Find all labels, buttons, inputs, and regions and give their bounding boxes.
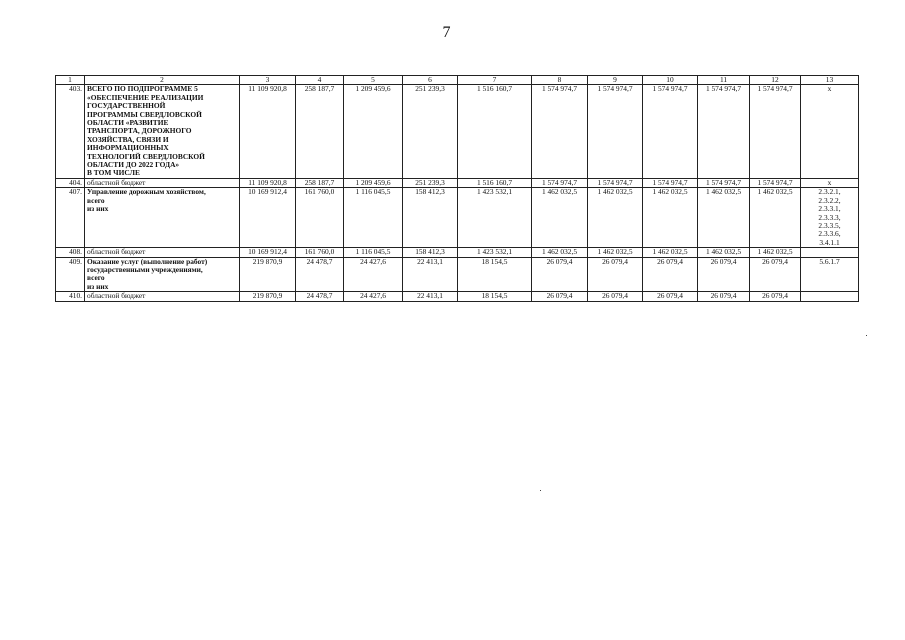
row-name-line: Управление дорожным хозяйством, xyxy=(87,187,206,197)
value-cell: 18 154,5 xyxy=(458,292,532,301)
value-cell: 24 427,6 xyxy=(344,257,403,292)
target-refs xyxy=(801,188,859,248)
value-cell: 161 760,0 xyxy=(296,248,344,257)
row-name-line: ТРАНСПОРТА, ДОРОЖНОГО xyxy=(87,126,192,136)
value-cell: 26 079,4 xyxy=(750,257,801,292)
value-cell: 26 079,4 xyxy=(698,257,750,292)
value-cell: 158 412,3 xyxy=(403,248,458,257)
row-name-line: ВСЕГО ПО ПОДПРОГРАММЕ 5 xyxy=(87,84,198,94)
value-cell: 1 423 532,1 xyxy=(458,248,532,257)
row-name xyxy=(85,188,240,248)
value-cell: 219 870,9 xyxy=(240,292,296,301)
value-cell: 1 462 032,5 xyxy=(532,188,588,248)
value-cell: 1 574 974,7 xyxy=(588,178,643,187)
target-ref: 2.3.3.6, xyxy=(818,229,841,239)
value-cell: 1 516 160,7 xyxy=(458,85,532,178)
table-row xyxy=(56,188,859,248)
value-cell: 1 574 974,7 xyxy=(750,178,801,187)
row-name-line: из них xyxy=(87,204,109,214)
value-cell: 26 079,4 xyxy=(532,257,588,292)
value-cell: 11 109 920,8 xyxy=(240,85,296,178)
row-number: 409. xyxy=(56,257,85,292)
value-cell: 10 169 912,4 xyxy=(240,248,296,257)
scan-speck xyxy=(866,335,867,336)
value-cell: 251 239,3 xyxy=(403,178,458,187)
value-cell: 1 462 032,5 xyxy=(643,248,698,257)
row-name-line: В ТОМ ЧИСЛЕ xyxy=(87,168,140,178)
value-cell: 161 760,0 xyxy=(296,188,344,248)
value-cell: 26 079,4 xyxy=(532,292,588,301)
page-number: 7 xyxy=(442,24,451,41)
row-name xyxy=(85,85,240,178)
row-name-line: областной бюджет xyxy=(87,291,146,301)
target-refs xyxy=(801,248,859,257)
row-name xyxy=(85,292,240,301)
value-cell: 26 079,4 xyxy=(750,292,801,301)
target-ref: 3.4.1.1 xyxy=(819,237,840,247)
target-refs xyxy=(801,178,859,187)
row-name-line: всего xyxy=(87,195,105,205)
row-name-line: ТЕХНОЛОГИЙ СВЕРДЛОВСКОЙ xyxy=(87,151,205,161)
row-name xyxy=(85,257,240,292)
column-header: 10 xyxy=(643,76,698,85)
scan-speck xyxy=(540,490,541,491)
value-cell: 24 427,6 xyxy=(344,292,403,301)
row-number: 407. xyxy=(56,188,85,248)
value-cell: 26 079,4 xyxy=(643,292,698,301)
column-header: 3 xyxy=(240,76,296,85)
row-name-line: ГОСУДАРСТВЕННОЙ xyxy=(87,101,166,111)
value-cell: 26 079,4 xyxy=(588,257,643,292)
target-refs xyxy=(801,257,859,292)
target-ref: 2.3.3.5, xyxy=(818,220,841,230)
value-cell: 26 079,4 xyxy=(698,292,750,301)
value-cell: 1 423 532,1 xyxy=(458,188,532,248)
value-cell: 1 574 974,7 xyxy=(643,85,698,178)
row-name-line: ОБЛАСТИ ДО 2022 ГОДА» xyxy=(87,160,180,170)
value-cell: 1 462 032,5 xyxy=(750,188,801,248)
value-cell: 1 462 032,5 xyxy=(698,188,750,248)
row-name-line: всего xyxy=(87,273,105,283)
value-cell: 219 870,9 xyxy=(240,257,296,292)
column-header: 7 xyxy=(458,76,532,85)
row-name-line: «ОБЕСПЕЧЕНИЕ РЕАЛИЗАЦИИ xyxy=(87,92,204,102)
value-cell: 24 478,7 xyxy=(296,257,344,292)
table-row xyxy=(56,178,859,187)
value-cell: 1 574 974,7 xyxy=(588,85,643,178)
row-number: 404. xyxy=(56,178,85,187)
value-cell: 251 239,3 xyxy=(403,85,458,178)
value-cell: 1 462 032,5 xyxy=(588,188,643,248)
value-cell: 1 462 032,5 xyxy=(750,248,801,257)
value-cell: 1 574 974,7 xyxy=(698,178,750,187)
header-row xyxy=(56,76,859,85)
table-body xyxy=(56,76,859,302)
value-cell: 26 079,4 xyxy=(588,292,643,301)
row-name xyxy=(85,248,240,257)
row-number: 403. xyxy=(56,85,85,178)
target-ref: х xyxy=(827,178,832,187)
target-refs xyxy=(801,85,859,178)
target-ref: 2.3.2.1, xyxy=(818,187,841,197)
target-ref: 5.6.1.7 xyxy=(819,257,840,266)
column-header: 13 xyxy=(801,76,859,85)
value-cell: 1 462 032,5 xyxy=(588,248,643,257)
value-cell: 1 462 032,5 xyxy=(643,188,698,248)
row-name-line: ПРОГРАММЫ СВЕРДЛОВСКОЙ xyxy=(87,109,202,119)
row-name-line: из них xyxy=(87,281,109,291)
table-row xyxy=(56,257,859,292)
row-name-line: областной бюджет xyxy=(87,247,146,257)
value-cell: 1 462 032,5 xyxy=(532,248,588,257)
value-cell: 1 574 974,7 xyxy=(643,178,698,187)
value-cell: 1 574 974,7 xyxy=(750,85,801,178)
row-name-line: ОБЛАСТИ «РАЗВИТИЕ xyxy=(87,118,169,128)
table-row xyxy=(56,292,859,301)
value-cell: 26 079,4 xyxy=(643,257,698,292)
target-ref: х xyxy=(827,84,832,94)
value-cell: 158 412,3 xyxy=(403,188,458,248)
table-row xyxy=(56,248,859,257)
value-cell: 1 116 045,5 xyxy=(344,188,403,248)
row-name xyxy=(85,178,240,187)
column-header: 9 xyxy=(588,76,643,85)
value-cell: 18 154,5 xyxy=(458,257,532,292)
column-header: 1 xyxy=(56,76,85,85)
table-row xyxy=(56,85,859,178)
column-header: 5 xyxy=(344,76,403,85)
target-ref: 2.3.3.3, xyxy=(818,212,841,222)
row-number: 408. xyxy=(56,248,85,257)
row-name-line: ИНФОРМАЦИОННЫХ xyxy=(87,143,169,153)
target-ref: 2.3.2.2, xyxy=(818,195,841,205)
row-name-line: Оказание услуг (выполнение работ) xyxy=(87,257,208,266)
value-cell: 1 574 974,7 xyxy=(532,178,588,187)
target-refs xyxy=(801,292,859,301)
value-cell: 10 169 912,4 xyxy=(240,188,296,248)
target-ref: 2.3.3.1, xyxy=(818,204,841,214)
value-cell: 1 209 459,6 xyxy=(344,85,403,178)
value-cell: 1 516 160,7 xyxy=(458,178,532,187)
value-cell: 22 413,1 xyxy=(403,292,458,301)
row-number: 410. xyxy=(56,292,85,301)
column-header: 6 xyxy=(403,76,458,85)
value-cell: 22 413,1 xyxy=(403,257,458,292)
value-cell: 11 109 920,8 xyxy=(240,178,296,187)
value-cell: 1 116 045,5 xyxy=(344,248,403,257)
column-header: 4 xyxy=(296,76,344,85)
column-header: 8 xyxy=(532,76,588,85)
value-cell: 258 187,7 xyxy=(296,85,344,178)
value-cell: 258 187,7 xyxy=(296,178,344,187)
row-name-line: ХОЗЯЙСТВА, СВЯЗИ И xyxy=(87,134,169,144)
row-name-line: областной бюджет xyxy=(87,178,146,187)
value-cell: 1 574 974,7 xyxy=(698,85,750,178)
row-name-line: государственными учреждениями, xyxy=(87,264,203,274)
column-header: 2 xyxy=(85,76,240,85)
budget-table xyxy=(55,75,859,302)
column-header: 11 xyxy=(698,76,750,85)
value-cell: 24 478,7 xyxy=(296,292,344,301)
column-header: 12 xyxy=(750,76,801,85)
value-cell: 1 462 032,5 xyxy=(698,248,750,257)
value-cell: 1 574 974,7 xyxy=(532,85,588,178)
value-cell: 1 209 459,6 xyxy=(344,178,403,187)
